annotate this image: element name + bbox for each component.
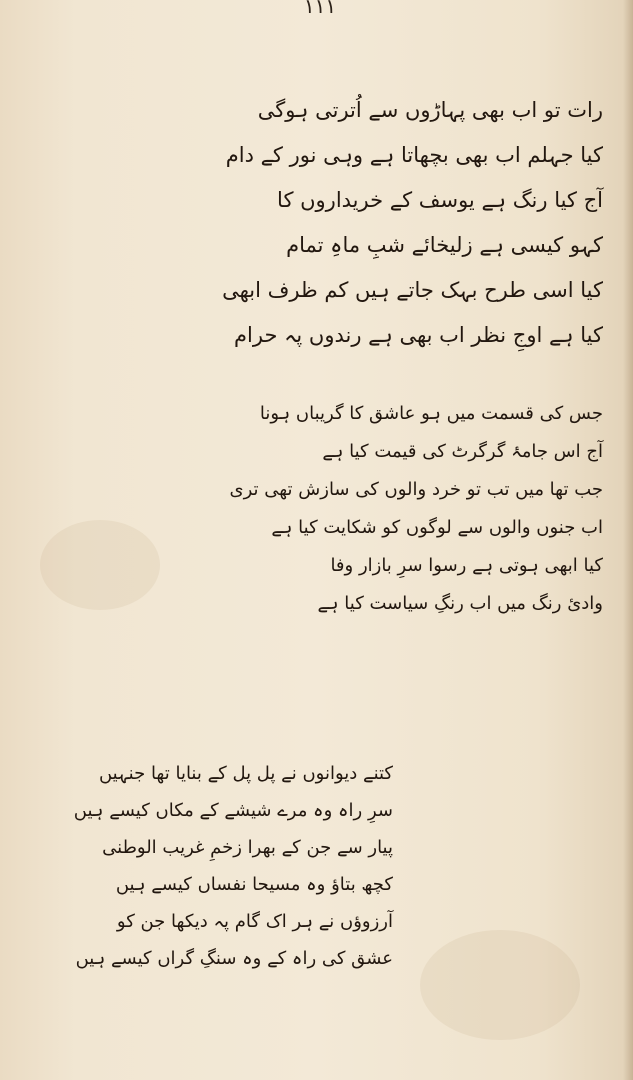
poem-line: کیا اسی طرح بہک جاتے ہیں کم ظرف ابھی (222, 278, 603, 302)
poem-line: آج اس جامۂ گرگرٹ کی قیمت کیا ہے (322, 441, 603, 462)
poem-line: کیا جہلم اب بھی بچھاتا ہے وہی نور کے دام (225, 143, 603, 167)
stanza-1 (28, 88, 603, 358)
stanza-3 (53, 755, 393, 977)
poem-line: آج کیا رنگ ہے یوسف کے خریداروں کا (277, 188, 603, 212)
poem-line: کہو کیسی ہے زلیخائے شبِ ماہِ تمام (286, 233, 603, 257)
poem-line: پیار سے جن کے بھرا زخمِ غریب الوطنی (102, 837, 393, 858)
poem-line: کتنے دیوانوں نے پل پل کے بنایا تھا جنہیں (98, 763, 393, 784)
poem-line: عشق کی راہ کے وہ سنگِ گراں کیسے ہیں (75, 948, 393, 969)
paper-stain (40, 520, 160, 610)
page-edge-shadow (623, 0, 633, 1080)
poem-line: کیا ہے اوجِ نظر اب بھی ہے رندوں پہ حرام (234, 323, 603, 347)
page-number: ۱۱۱ (303, 0, 337, 18)
poem-line: جب تھا میں تب تو خرد والوں کی سازش تھی تری (229, 479, 603, 500)
poem-line: آرزوؤں نے ہر اک گام پہ دیکھا جن کو (116, 911, 393, 932)
poem-line: رات تو اب بھی پہاڑوں سے اُترتی ہوگی (257, 98, 603, 122)
poem-line: کیا ابھی ہوتی ہے رسوا سرِ بازار وفا (330, 555, 603, 576)
poem-line: کچھ بتاؤ وہ مسیحا نفساں کیسے ہیں (115, 874, 393, 895)
poem-line: وادیٔ رنگ میں اب رنگِ سیاست کیا ہے (317, 593, 603, 614)
paper-stain (420, 930, 580, 1040)
stanza-2 (229, 395, 603, 623)
poem-line: سرِ راہ وہ مرے شیشے کے مکاں کیسے ہیں (73, 800, 393, 821)
poem-line: جس کی قسمت میں ہو عاشق کا گریباں ہونا (259, 403, 603, 424)
poem-line: اب جنوں والوں سے لوگوں کو شکایت کیا ہے (271, 517, 603, 538)
